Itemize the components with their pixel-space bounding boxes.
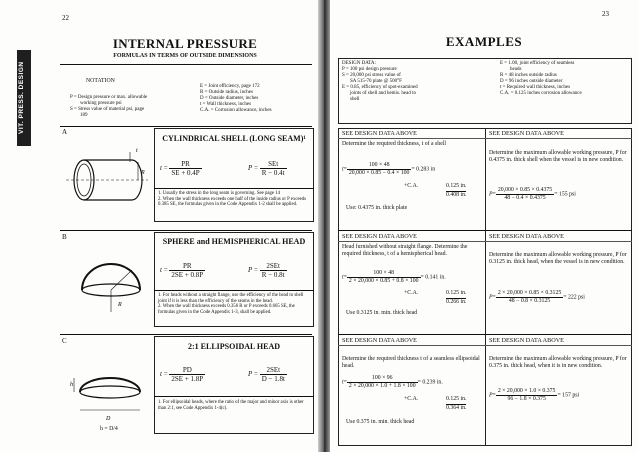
example-calculation: t= $\frac{100 \times 96}{2 \times 20,000 \times 1.0 + 1.8 \times 100}$ = 0.239 in. <box>342 375 443 389</box>
notation-item: S = Stress value of material psi, page <box>70 107 145 112</box>
grid-divider <box>485 128 486 446</box>
divider <box>154 396 314 397</box>
notation-item: C.A. = Corrosion allowance, inches <box>200 108 272 113</box>
calc-result: = 0.239 in. <box>417 379 443 386</box>
section-heading: SPHERE and HEMISPHERICAL HEAD <box>162 237 306 246</box>
divider <box>60 334 312 335</box>
section-letter: C <box>62 337 67 345</box>
hemisphere-diagram <box>76 256 146 320</box>
cylinder-diagram <box>66 140 150 220</box>
section-heading: 2:1 ELLIPSOIDAL HEAD <box>187 342 281 351</box>
formula-denominator: R − 0.8t <box>261 271 285 279</box>
notation-item: E = Joint efficiency, page 172 <box>200 84 260 89</box>
calc-numerator: 100 × 48 <box>368 162 390 168</box>
examples-title: EXAMPLES <box>445 34 523 49</box>
formula-numerator: PR <box>181 160 190 168</box>
corrosion-allowance <box>404 290 484 297</box>
note: 2. When the wall thickness exceeds one half of the inside radius or P exceeds 0.385 SE, the formulas given in the Code Appendix 1-2 shall be applied. <box>158 196 306 208</box>
design-data-right <box>500 61 630 97</box>
calc-result: = 222 psi <box>563 294 585 301</box>
left-page-number: 22 <box>62 14 69 22</box>
example-question: Head furnished without straight flange. Determine the required thickness, t of a hemispherical head. <box>342 244 468 257</box>
total-thickness: 0.364 in. <box>446 405 467 411</box>
ca-value: 0.125 in. <box>446 396 467 402</box>
use-thickness: Use: 0.4375 in. thick plate <box>346 205 408 211</box>
example-calculation: P= $\frac{20,000 \times 0.85 \times 0.4375}{48 - 0.4 \times 0.4375}$ = 155 psi <box>489 187 576 201</box>
use-thickness: Use 0.375 in. min. thick head <box>346 419 415 425</box>
notation-item: P = Design pressure or max. allowable <box>70 95 148 100</box>
note: 1. For heads without a straight flange, use the efficiency of the head to shell joint if it is less than the efficiency of the seams in the head. <box>158 293 304 304</box>
formula-numerator: 2SEt <box>266 366 281 374</box>
notation-heading: NOTATION <box>86 78 115 84</box>
thickness-formula: t = $\frac{PD}{2SE + 1.8P}$ <box>160 366 204 383</box>
pressure-formula: P = $\frac{\text{2SEt}}{R - 0.8t}$ <box>248 262 285 279</box>
design-data-line: shell <box>350 97 360 102</box>
example-question: Determine the maximum allowable working pressure, P for 0.3125 in. thick head, when the vessel is in new condition. <box>489 252 627 265</box>
formula-denominator: 2SE + 1.8P <box>171 375 204 383</box>
notation-item: R = Outside radius, inches <box>200 90 253 95</box>
design-data-left <box>342 61 492 103</box>
grid-divider <box>338 230 632 231</box>
ca-value: 0.125 in. <box>446 183 467 189</box>
example-heading: SEE DESIGN DATA ABOVE <box>342 337 417 344</box>
example-heading: SEE DESIGN DATA ABOVE <box>342 130 417 137</box>
book-gutter <box>318 0 330 452</box>
right-page-number: 23 <box>602 10 609 18</box>
calc-numerator: 2 × 20,000 × 0.85 × 0.3125 <box>497 290 562 296</box>
section-heading: CYLINDRICAL SHELL (LONG SEAM)¹ <box>162 134 306 143</box>
pressure-formula: P = $\frac{\text{SEt}}{R - 0.4t}$ <box>248 160 285 177</box>
calc-denominator: 20,000 × 0.85 − 0.4 × 100 <box>348 169 410 176</box>
design-data-line: E = 1.00, joint efficiency of seamless <box>500 61 575 66</box>
formula-denominator: SE + 0.4P <box>171 169 200 177</box>
example-question: Determine the maximum allowable working pressure, P for 0.4375 in. thick shell when the vessel is in new condition. <box>489 150 627 163</box>
notation-left <box>70 95 188 119</box>
divider <box>154 188 314 189</box>
ca-label: +C.A. <box>404 183 419 189</box>
section-tab <box>17 50 31 146</box>
section-notes <box>158 293 310 315</box>
note: 1. Usually the stress in the long seam is governing. See page 14 <box>158 191 281 196</box>
use-thickness: Use 0.3125 in. min. thick head <box>346 310 418 316</box>
example-calculation: P= $\frac{2 \times 20,000 \times 1.0 \times 0.375}{96 - 1.8 \times 0.375}$ = 157 psi <box>489 388 580 402</box>
row-header-rule <box>338 345 632 346</box>
calc-numerator: 100 × 96 <box>371 375 393 381</box>
calc-result: = 155 psi <box>554 191 576 198</box>
design-data-line: D = 96 inches outside diameter <box>500 79 563 84</box>
formula-numerator: PD <box>182 366 192 374</box>
example-calculation: P= $\frac{2 \times 20,000 \times 0.85 \times 0.3125}{48 - 0.8 \times 0.3125}$ = 222 psi <box>489 290 585 304</box>
svg-text:D: D <box>106 416 111 422</box>
calc-numerator: 2 × 20,000 × 1.0 × 0.375 <box>497 388 556 394</box>
corrosion-allowance <box>404 183 484 190</box>
calc-result: = 0.141 in. <box>420 274 446 281</box>
calc-result: = 0.283 in <box>411 166 436 173</box>
calc-denominator: 48 − 0.4 × 0.4375 <box>496 194 554 202</box>
example-calculation: t= $\frac{100 \times 48}{2 \times 20,000 \times 0.85 + 0.8 \times 100}$ = 0.141 in. <box>342 270 446 284</box>
thickness-formula: t = $\frac{PR}{SE + 0.4P}$ <box>160 160 200 177</box>
formula-denominator: 2SE + 0.8P <box>171 271 204 279</box>
design-data-line: R = 48 inches outside radius <box>500 73 557 78</box>
calc-numerator: 20,000 × 0.85 × 0.4375 <box>497 187 553 193</box>
notation-item: working pressure psi <box>80 101 122 106</box>
design-data-line: joints of shell and hemis. head to <box>350 91 416 96</box>
ca-label: +C.A. <box>404 396 419 402</box>
notation-item: t = Wall thickness, inches <box>200 102 252 107</box>
design-data-line: C.A. = 0.125 inches corrosion allowance <box>500 91 582 96</box>
section-notes <box>158 400 310 411</box>
example-heading: SEE DESIGN DATA ABOVE <box>489 233 564 240</box>
divider <box>60 126 312 127</box>
ca-value: 0.125 in. <box>446 290 467 296</box>
total-thickness: 0.408 in. <box>446 192 467 198</box>
row-header-rule <box>338 138 632 139</box>
example-question: Determine the maximum allowable working pressure, P for 0.375 in. thick head, when it is in new condition. <box>489 356 627 369</box>
design-data-line: SA 515-70 plate @ 500°F <box>350 79 402 84</box>
page-title: INTERNAL PRESSURE <box>112 36 258 51</box>
ellipsoidal-head-diagram <box>70 358 150 424</box>
ca-label: +C.A. <box>404 290 419 296</box>
total-thickness: 0.266 in. <box>446 299 467 305</box>
thickness-formula: t = $\frac{PR}{2SE + 0.8P}$ <box>160 262 204 279</box>
corrosion-allowance <box>404 396 484 403</box>
formula-numerator: PR <box>183 262 192 270</box>
formula-denominator: D − 1.8t <box>261 375 285 383</box>
example-question: Determine the required thickness, t of a shell <box>342 141 446 147</box>
example-question: Determine the required thickness t of a seamless ellipsoidal head. <box>342 356 480 369</box>
svg-text:R: R <box>141 170 145 176</box>
design-data-line: t = Required wall thickness, inches <box>500 85 571 90</box>
divider <box>154 290 314 291</box>
calc-numerator: 100 × 48 <box>373 270 395 276</box>
formula-denominator: R − 0.4t <box>261 169 285 177</box>
example-heading: SEE DESIGN DATA ABOVE <box>342 233 417 240</box>
calc-denominator: 96 − 1.8 × 0.375 <box>496 395 558 403</box>
calc-denominator: 48 − 0.8 × 0.3125 <box>496 297 563 305</box>
notation-right <box>200 84 315 114</box>
design-data-line: E = 0.85, efficiency of spot-examined <box>342 85 418 90</box>
note: 2. When the wall thickness exceeds 0.356 R or P exceeds 0.665 SE, the formulas given in the Code Appendix 1-3, shall be applied. <box>158 304 295 315</box>
example-heading: SEE DESIGN DATA ABOVE <box>489 337 564 344</box>
svg-text:R: R <box>118 302 122 308</box>
example-heading: SEE DESIGN DATA ABOVE <box>489 130 564 137</box>
formula-numerator: SEt <box>268 160 279 168</box>
formula-numerator: 2SEt <box>266 262 280 270</box>
section-letter: A <box>62 128 68 136</box>
design-data-line: heads <box>510 67 522 72</box>
caption: h = D/4 <box>100 426 118 432</box>
section-notes <box>158 191 310 208</box>
page-subtitle: FORMULAS IN TERMS OF OUTSIDE DIMENSIONS <box>113 53 257 59</box>
note: 1. For ellipsoidal heads, where the ratio of the major and minor axis is other than 2:1, see Code Appendix 1-4(c). <box>158 400 304 411</box>
section-tab-label: VIT. PRESS. DESIGN <box>18 61 25 135</box>
divider <box>60 230 312 231</box>
calc-result: = 157 psi <box>557 392 580 399</box>
section-letter: B <box>62 233 67 241</box>
notation-item: 189 <box>80 113 88 118</box>
example-calculation: t= $\frac{100 \times 48}{20,000 \times 0.85 - 0.4 \times 100}$ = 0.283 in <box>342 162 436 176</box>
notation-item: D = Outside diameter, inches <box>200 96 259 101</box>
design-data-line: S = 20,000 psi stress value of <box>342 73 401 78</box>
design-data-heading: DESIGN DATA: <box>342 61 376 66</box>
calc-denominator: 2 × 20,000 × 0.85 + 0.8 × 100 <box>348 277 419 284</box>
svg-text:t: t <box>136 148 138 154</box>
pressure-formula: P = $\frac{\text{2SEt}}{D - 1.8t}$ <box>248 366 285 383</box>
svg-text:h: h <box>70 382 73 388</box>
row-header-rule <box>338 241 632 242</box>
calc-denominator: 2 × 20,000 × 1.0 + 1.8 × 100 <box>348 382 416 389</box>
grid-divider <box>338 334 632 335</box>
design-data-line: P = 100 psi design pressure <box>342 67 397 72</box>
divider <box>60 64 312 65</box>
